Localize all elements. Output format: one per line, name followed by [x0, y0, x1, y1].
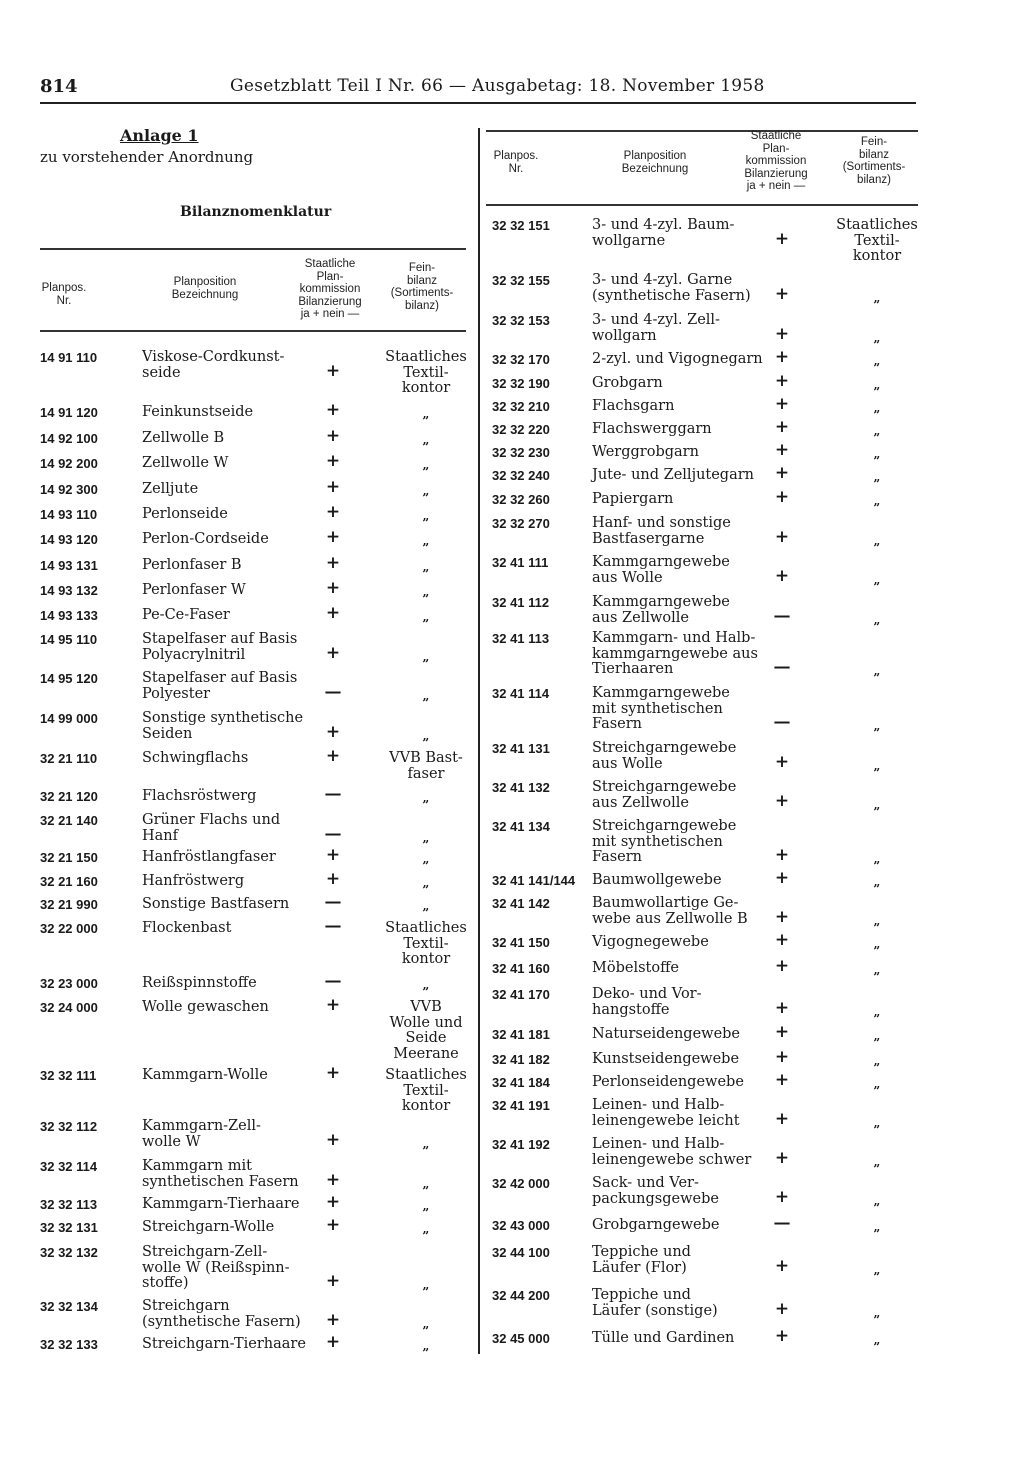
header-rule	[40, 102, 916, 104]
plan-position-name: Streichgarngewebe aus Zellwolle	[592, 779, 737, 811]
plan-position-number: 32 32 151	[492, 218, 550, 233]
plan-position-number: 14 91 110	[40, 350, 98, 365]
plan-position-name: Zelljute	[142, 481, 199, 497]
detail-balance-office: „	[422, 649, 430, 664]
plan-position-number: 14 93 131	[40, 558, 98, 573]
plan-position-number: 32 32 153	[492, 313, 550, 328]
balancing-mark: +	[774, 394, 790, 414]
plan-position-name: Vigognegewebe	[592, 934, 709, 950]
plan-position-number: 32 32 210	[492, 399, 550, 414]
plan-position-number: 32 41 114	[492, 686, 550, 701]
balancing-mark: +	[325, 1129, 341, 1150]
plan-position-number: 32 32 170	[492, 352, 550, 367]
detail-balance-office: „	[422, 1136, 430, 1151]
plan-position-name: Flachsröstwerg	[142, 788, 257, 804]
plan-position-name: Pe-Ce-Faser	[142, 607, 230, 623]
detail-balance-office: „	[422, 509, 430, 523]
page-number: 814	[40, 76, 78, 97]
plan-position-name: Kammgarngewebe aus Zellwolle	[592, 594, 730, 626]
plan-position-number: 32 32 111	[40, 1068, 97, 1083]
plan-position-name: Leinen- und Halb- leinengewebe schwer	[592, 1136, 752, 1168]
plan-position-name: Grobgarn	[592, 375, 663, 391]
balancing-mark: —	[324, 892, 342, 912]
detail-balance-office: „	[422, 728, 430, 743]
plan-position-number: 32 41 113	[492, 631, 550, 646]
plan-position-number: 32 32 240	[492, 468, 550, 483]
balancing-mark: +	[774, 283, 790, 304]
plan-position-number: 32 45 000	[492, 1331, 550, 1346]
left-col-kommission: Staatliche Plan- kommission Bilanzierung ja + nein —	[298, 258, 362, 320]
detail-balance-office: „	[422, 484, 430, 498]
detail-balance-office: „	[422, 610, 430, 624]
detail-balance-office: „	[873, 1333, 881, 1347]
balancing-mark: +	[325, 845, 341, 865]
plan-position-name: Streichgarn-Zell- wolle W (Reißspinn- stoffe)	[142, 1244, 290, 1291]
detail-balance-office: „	[873, 1154, 881, 1169]
plan-position-number: 32 41 134	[492, 819, 550, 834]
plan-position-name: Kammgarn-Tierhaare	[142, 1196, 300, 1212]
plan-position-number: 32 44 200	[492, 1288, 550, 1303]
plan-position-number: 32 32 131	[40, 1220, 98, 1235]
plan-position-number: 32 41 112	[492, 595, 550, 610]
plan-position-name: Kammgarn-Wolle	[142, 1067, 268, 1083]
detail-balance-office: „	[422, 852, 430, 866]
balancing-mark: +	[774, 1255, 790, 1276]
detail-balance-office: „	[873, 494, 881, 508]
plan-position-number: 32 24 000	[40, 1000, 98, 1015]
balancing-mark: +	[325, 477, 341, 497]
plan-position-name: Hanf- und sonstige Bastfasergarne	[592, 515, 731, 547]
balancing-mark: +	[774, 1070, 790, 1090]
detail-balance-office: „	[873, 1193, 881, 1208]
balancing-mark: —	[773, 657, 791, 677]
plan-position-number: 32 32 270	[492, 516, 550, 531]
balancing-mark: +	[325, 721, 341, 742]
balancing-mark: +	[774, 565, 790, 586]
plan-position-number: 32 32 190	[492, 376, 550, 391]
balancing-mark: +	[774, 371, 790, 391]
plan-position-number: 14 92 100	[40, 431, 98, 446]
balancing-mark: +	[325, 400, 341, 420]
page-header	[40, 76, 916, 102]
detail-balance-office: Staatliches Textil- kontor	[385, 349, 467, 396]
plan-position-name: Streichgarn (synthetische Fasern)	[142, 1298, 301, 1330]
plan-position-name: Perlon-Cordseide	[142, 531, 269, 547]
detail-balance-office: „	[873, 401, 881, 415]
balancing-mark: +	[774, 487, 790, 507]
plan-position-name: Sonstige Bastfasern	[142, 896, 290, 912]
annex-subtitle: zu vorstehender Anordnung	[40, 148, 254, 166]
plan-position-name: 3- und 4-zyl. Baum- wollgarne	[592, 217, 735, 249]
left-col-bezeichnung: Planposition Bezeichnung	[171, 276, 239, 301]
plan-position-name: Teppiche und Läufer (sonstige)	[592, 1287, 718, 1319]
detail-balance-office: „	[873, 572, 881, 587]
plan-position-number: 32 23 000	[40, 976, 98, 991]
balancing-mark: +	[325, 426, 341, 446]
detail-balance-office: „	[422, 1222, 430, 1236]
plan-position-name: Streichgarngewebe aus Wolle	[592, 740, 737, 772]
detail-balance-office: „	[873, 852, 881, 866]
detail-balance-office: „	[873, 1220, 881, 1234]
plan-position-number: 32 21 990	[40, 897, 98, 912]
balancing-mark: +	[774, 463, 790, 483]
detail-balance-office: „	[422, 1278, 430, 1292]
detail-balance-office: VVB Bast- faser	[389, 750, 463, 782]
plan-position-number: 32 32 230	[492, 445, 550, 460]
balancing-mark: +	[774, 930, 790, 950]
plan-position-name: Reißspinnstoffe	[142, 975, 257, 991]
plan-position-number: 14 93 120	[40, 532, 98, 547]
balancing-mark: +	[325, 1169, 341, 1190]
detail-balance-office: „	[873, 330, 881, 345]
balancing-mark: +	[774, 1298, 790, 1319]
detail-balance-office: „	[873, 797, 881, 812]
column-divider	[478, 128, 480, 1354]
plan-position-number: 32 21 160	[40, 874, 98, 889]
detail-balance-office: VVB Wolle und Seide Meerane	[389, 999, 463, 1062]
plan-position-number: 32 41 111	[492, 555, 549, 570]
plan-position-number: 32 41 182	[492, 1052, 550, 1067]
balancing-mark: —	[324, 916, 342, 936]
balancing-mark: +	[325, 1271, 341, 1291]
balancing-mark: +	[325, 1309, 341, 1330]
left-header-bottom-rule	[40, 330, 466, 332]
detail-balance-office: „	[873, 758, 881, 773]
plan-position-number: 14 92 300	[40, 482, 98, 497]
plan-position-name: Flachswerggarn	[592, 421, 712, 437]
detail-balance-office: „	[873, 1077, 881, 1091]
balancing-mark: +	[774, 323, 790, 344]
balancing-mark: +	[774, 845, 790, 865]
plan-position-number: 14 91 120	[40, 405, 98, 420]
detail-balance-office: „	[422, 876, 430, 890]
detail-balance-office: „	[873, 612, 881, 627]
balancing-mark: —	[773, 1213, 791, 1233]
plan-position-name: Zellwolle B	[142, 430, 225, 446]
balancing-mark: —	[324, 681, 342, 702]
balancing-mark: +	[325, 502, 341, 522]
plan-position-name: Leinen- und Halb- leinengewebe leicht	[592, 1097, 740, 1129]
plan-position-number: 32 42 000	[492, 1176, 550, 1191]
plan-position-number: 32 32 260	[492, 492, 550, 507]
balancing-mark: +	[774, 956, 790, 976]
detail-balance-office: „	[422, 1339, 430, 1353]
detail-balance-office: „	[873, 1115, 881, 1130]
plan-position-name: Teppiche und Läufer (Flor)	[592, 1244, 691, 1276]
plan-position-name: Feinkunstseide	[142, 404, 254, 420]
annex-title: Anlage 1	[120, 126, 199, 145]
plan-position-number: 32 32 133	[40, 1337, 98, 1352]
plan-position-number: 32 41 191	[492, 1098, 550, 1113]
plan-position-number: 32 22 000	[40, 921, 98, 936]
balancing-mark: +	[774, 1186, 790, 1207]
plan-position-name: Baumwollartige Ge- webe aus Zellwolle B	[592, 895, 748, 927]
plan-position-number: 32 21 140	[40, 813, 98, 828]
plan-position-number: 32 41 131	[492, 741, 550, 756]
plan-position-number: 32 41 181	[492, 1027, 550, 1042]
balancing-mark: +	[774, 347, 790, 367]
plan-position-number: 32 41 192	[492, 1137, 550, 1152]
balancing-mark: +	[325, 578, 341, 598]
balancing-mark: +	[325, 1192, 341, 1212]
right-col-feinbilanz: Fein- bilanz (Sortiments- bilanz)	[842, 136, 906, 186]
plan-position-name: Flachsgarn	[592, 398, 675, 414]
detail-balance-office: „	[422, 1176, 430, 1191]
plan-position-name: 3- und 4-zyl. Garne (synthetische Fasern)	[592, 272, 751, 304]
detail-balance-office: Staatliches Textil- kontor	[385, 920, 467, 967]
plan-position-name: Baumwollgewebe	[592, 872, 722, 888]
balancing-mark: +	[774, 417, 790, 437]
plan-position-name: Naturseidengewebe	[592, 1026, 741, 1042]
balancing-mark: +	[325, 1215, 341, 1235]
plan-position-number: 14 93 110	[40, 507, 98, 522]
plan-position-name: Tülle und Gardinen	[592, 1330, 735, 1346]
right-header-bottom-rule	[486, 204, 918, 206]
nomenclature-heading: Bilanznomenklatur	[180, 204, 332, 220]
detail-balance-office: „	[422, 978, 430, 992]
detail-balance-office: „	[422, 688, 430, 703]
plan-position-name: Jute- und Zelljutegarn	[592, 467, 755, 483]
detail-balance-office: „	[873, 470, 881, 484]
plan-position-number: 32 43 000	[492, 1218, 550, 1233]
plan-position-name: Stapelfaser auf Basis Polyacrylnitril	[142, 631, 298, 663]
detail-balance-office: „	[422, 899, 430, 913]
plan-position-name: Kammgarngewebe mit synthetischen Fasern	[592, 685, 730, 732]
balancing-mark: +	[325, 746, 341, 766]
plan-position-name: Sack- und Ver- packungsgewebe	[592, 1175, 719, 1207]
plan-position-name: Werggrobgarn	[592, 444, 699, 460]
plan-position-name: 3- und 4-zyl. Zell- wollgarn	[592, 312, 720, 344]
plan-position-name: Streichgarn-Tierhaare	[142, 1336, 306, 1352]
detail-balance-office: „	[873, 533, 881, 548]
detail-balance-office: „	[873, 1262, 881, 1277]
left-header-top-rule	[40, 248, 466, 250]
plan-position-number: 32 32 113	[40, 1197, 98, 1212]
balancing-mark: +	[325, 603, 341, 623]
left-col-feinbilanz: Fein- bilanz (Sortiments- bilanz)	[390, 262, 454, 312]
left-col-nr: Planpos. Nr.	[41, 282, 87, 307]
balancing-mark: —	[324, 971, 342, 991]
detail-balance-office: „	[873, 963, 881, 977]
balancing-mark: +	[774, 906, 790, 927]
detail-balance-office: „	[873, 378, 881, 392]
plan-position-name: Flockenbast	[142, 920, 232, 936]
plan-position-name: Deko- und Vor- hangstoffe	[592, 986, 702, 1018]
plan-position-number: 32 44 100	[492, 1245, 550, 1260]
plan-position-number: 32 41 170	[492, 987, 550, 1002]
plan-position-number: 14 93 133	[40, 608, 98, 623]
detail-balance-office: Staatliches Textil- kontor	[385, 1067, 467, 1114]
plan-position-name: Streichgarngewebe mit synthetischen Fasern	[592, 818, 737, 865]
detail-balance-office: „	[422, 534, 430, 548]
balancing-mark: +	[325, 527, 341, 547]
plan-position-name: Kammgarn-Zell- wolle W	[142, 1118, 261, 1150]
plan-position-number: 32 32 220	[492, 422, 550, 437]
plan-position-name: Streichgarn-Wolle	[142, 1219, 275, 1235]
plan-position-name: Perlonseide	[142, 506, 228, 522]
balancing-mark: +	[325, 451, 341, 471]
detail-balance-office: „	[422, 585, 430, 599]
detail-balance-office: „	[873, 937, 881, 951]
balancing-mark: +	[325, 995, 341, 1015]
balancing-mark: —	[324, 823, 342, 844]
balancing-mark: +	[774, 1108, 790, 1129]
detail-balance-office: „	[422, 560, 430, 574]
plan-position-name: Perlonfaser W	[142, 582, 246, 598]
balancing-mark: +	[774, 526, 790, 547]
plan-position-name: Hanfröstlangfaser	[142, 849, 276, 865]
plan-position-name: Kammgarn- und Halb- kammgarngewebe aus Tierhaaren	[592, 630, 758, 677]
plan-position-name: Hanfröstwerg	[142, 873, 245, 889]
detail-balance-office: „	[422, 433, 430, 447]
balancing-mark: +	[774, 1047, 790, 1067]
detail-balance-office: „	[873, 1054, 881, 1068]
balancing-mark: +	[325, 1332, 341, 1352]
balancing-mark: +	[325, 360, 341, 381]
plan-position-name: Viskose-Cordkunst- seide	[142, 349, 285, 381]
balancing-mark: +	[774, 1022, 790, 1042]
plan-position-name: Perlonseidengewebe	[592, 1074, 744, 1090]
plan-position-name: 2-zyl. und Vigognegarn	[592, 351, 763, 367]
detail-balance-office: „	[422, 791, 430, 805]
balancing-mark: +	[325, 642, 341, 663]
plan-position-number: 32 21 150	[40, 850, 98, 865]
balancing-mark: +	[325, 553, 341, 573]
balancing-mark: +	[774, 751, 790, 772]
detail-balance-office: „	[873, 664, 881, 678]
detail-balance-office: „	[422, 407, 430, 421]
plan-position-number: 14 92 200	[40, 456, 98, 471]
plan-position-number: 14 99 000	[40, 711, 98, 726]
right-header-top-rule	[486, 130, 918, 132]
detail-balance-office: „	[873, 913, 881, 928]
plan-position-name: Stapelfaser auf Basis Polyester	[142, 670, 298, 702]
detail-balance-office: „	[422, 1199, 430, 1213]
detail-balance-office: „	[873, 354, 881, 368]
plan-position-name: Schwingflachs	[142, 750, 249, 766]
detail-balance-office: „	[422, 1316, 430, 1331]
plan-position-name: Perlonfaser B	[142, 557, 242, 573]
detail-balance-office: „	[422, 830, 430, 845]
balancing-mark: +	[325, 1063, 341, 1083]
plan-position-name: Papiergarn	[592, 491, 674, 507]
plan-position-name: Kammgarn mit synthetischen Fasern	[142, 1158, 299, 1190]
detail-balance-office: „	[873, 290, 881, 305]
plan-position-number: 32 32 132	[40, 1245, 98, 1260]
plan-position-name: Kammgarngewebe aus Wolle	[592, 554, 730, 586]
plan-position-number: 32 21 120	[40, 789, 98, 804]
plan-position-number: 32 32 114	[40, 1159, 98, 1174]
right-col-bezeichnung: Planposition Bezeichnung	[621, 150, 689, 175]
plan-position-number: 32 41 184	[492, 1075, 550, 1090]
detail-balance-office: „	[873, 424, 881, 438]
balancing-mark: —	[324, 784, 342, 804]
plan-position-number: 32 41 142	[492, 896, 550, 911]
plan-position-name: Wolle gewaschen	[142, 999, 269, 1015]
right-col-nr: Planpos. Nr.	[493, 150, 539, 175]
balancing-mark: —	[773, 605, 791, 626]
plan-position-name: Grüner Flachs und Hanf	[142, 812, 281, 844]
plan-position-number: 32 41 160	[492, 961, 550, 976]
plan-position-name: Grobgarngewebe	[592, 1217, 720, 1233]
detail-balance-office: „	[873, 719, 881, 733]
plan-position-number: 32 21 110	[40, 751, 98, 766]
detail-balance-office: „	[873, 1029, 881, 1043]
balancing-mark: +	[774, 1326, 790, 1346]
detail-balance-office: „	[873, 875, 881, 889]
gazette-title: Gesetzblatt Teil I Nr. 66 — Ausgabetag: 18. November 1958	[230, 76, 765, 96]
balancing-mark: +	[774, 997, 790, 1018]
detail-balance-office: Staatliches Textil- kontor	[836, 217, 918, 264]
plan-position-number: 32 32 155	[492, 273, 550, 288]
balancing-mark: +	[774, 228, 790, 249]
plan-position-name: Sonstige synthetische Seiden	[142, 710, 304, 742]
balancing-mark: +	[774, 790, 790, 811]
right-col-kommission: Staatliche Plan- kommission Bilanzierung ja + nein —	[744, 130, 808, 192]
detail-balance-office: „	[873, 1305, 881, 1320]
plan-position-number: 14 93 132	[40, 583, 98, 598]
plan-position-name: Kunstseidengewebe	[592, 1051, 740, 1067]
plan-position-number: 32 32 112	[40, 1119, 98, 1134]
balancing-mark: +	[774, 440, 790, 460]
detail-balance-office: „	[873, 1004, 881, 1019]
balancing-mark: +	[774, 1147, 790, 1168]
balancing-mark: —	[773, 712, 791, 732]
plan-position-number: 32 41 132	[492, 780, 550, 795]
balancing-mark: +	[325, 869, 341, 889]
plan-position-name: Möbelstoffe	[592, 960, 679, 976]
detail-balance-office: „	[422, 458, 430, 472]
plan-position-name: Zellwolle W	[142, 455, 229, 471]
plan-position-number: 32 32 134	[40, 1299, 98, 1314]
plan-position-number: 14 95 120	[40, 671, 98, 686]
detail-balance-office: „	[873, 447, 881, 461]
plan-position-number: 14 95 110	[40, 632, 98, 647]
balancing-mark: +	[774, 868, 790, 888]
plan-position-number: 32 41 141/144	[492, 873, 576, 888]
plan-position-number: 32 41 150	[492, 935, 550, 950]
